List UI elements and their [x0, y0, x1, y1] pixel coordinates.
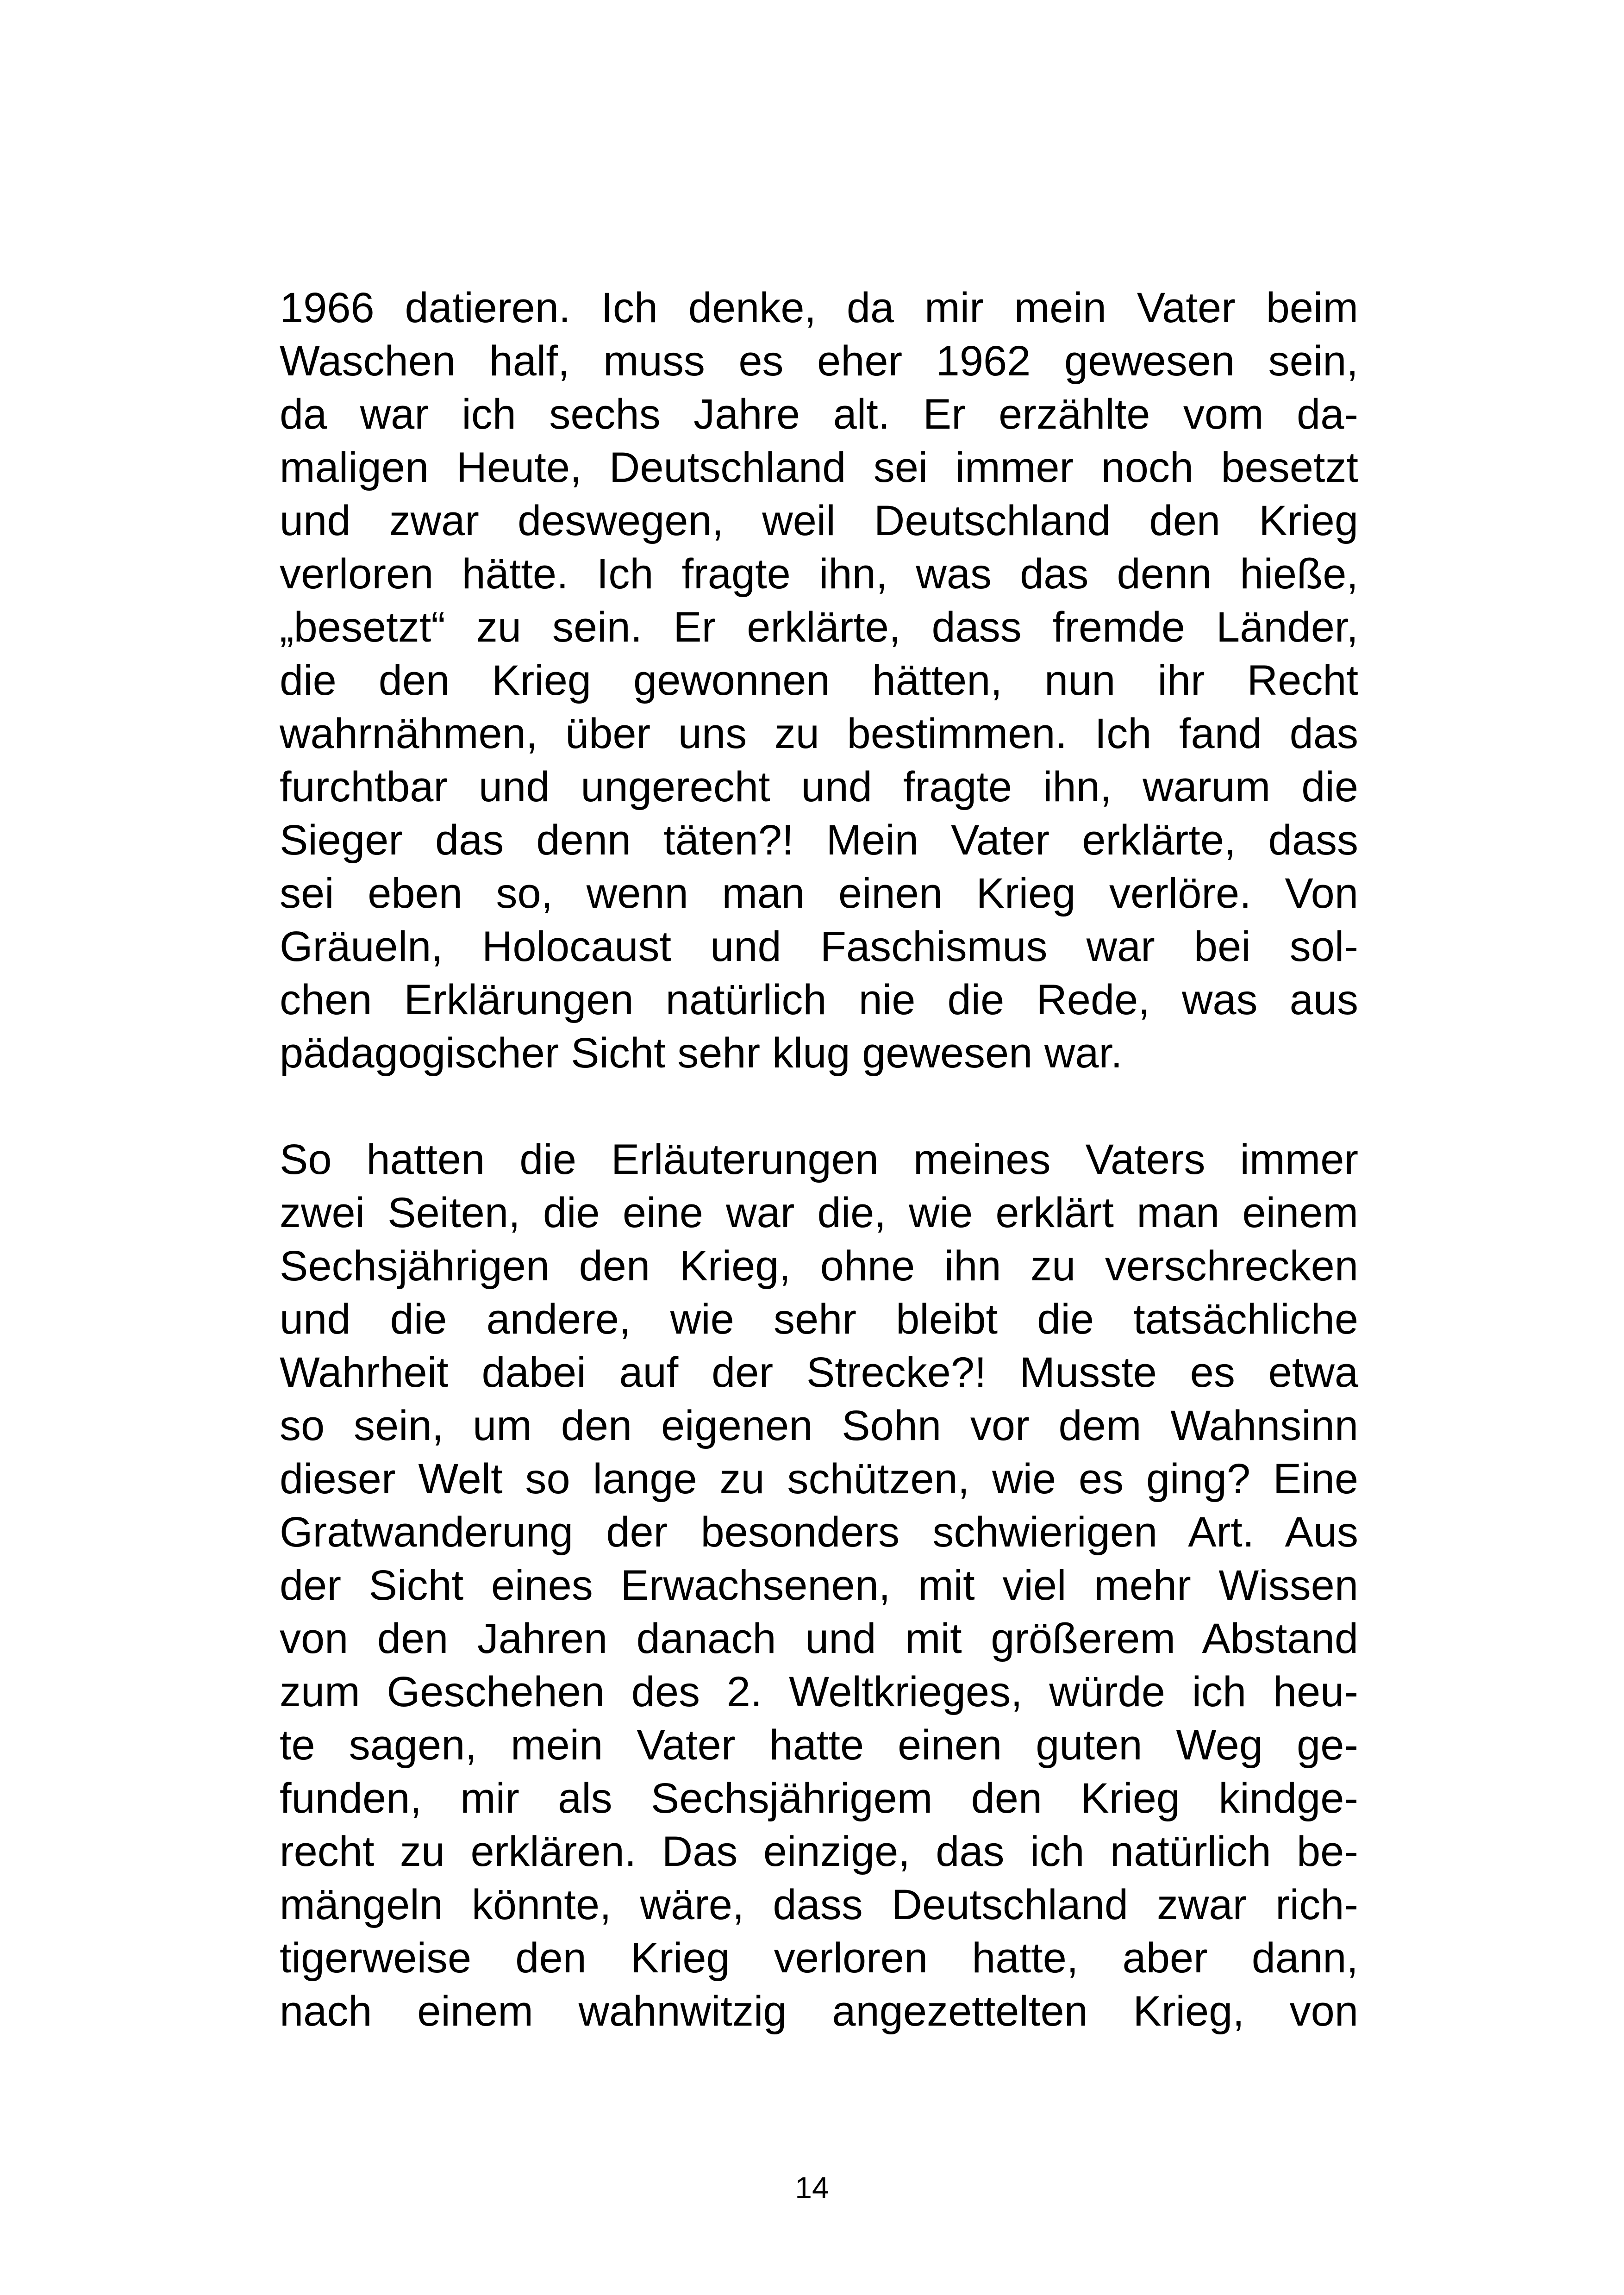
- text-line: so sein, um den eigenen Sohn vor dem Wahnsinn: [280, 1402, 1358, 1449]
- text-line: So hatten die Erläuterungen meines Vaters immer: [280, 1136, 1358, 1183]
- text-line: recht zu erklären. Das einzige, das ich natürlich be-: [280, 1828, 1358, 1875]
- text-line: von den Jahren danach und mit größerem Abstand: [280, 1615, 1358, 1662]
- text-line: nach einem wahnwitzig angezettelten Krieg, von: [280, 1988, 1358, 2035]
- text-line: sei eben so, wenn man einen Krieg verlöre. Von: [280, 870, 1358, 917]
- text-line: dieser Welt so lange zu schützen, wie es ging? Eine: [280, 1455, 1358, 1503]
- text-line: zum Geschehen des 2. Weltkrieges, würde ich heu-: [280, 1668, 1358, 1715]
- text-line: da war ich sechs Jahre alt. Er erzählte vom da-: [280, 391, 1358, 438]
- text-line: funden, mir als Sechsjährigem den Krieg kindge-: [280, 1775, 1358, 1822]
- text-line: mängeln könnte, wäre, dass Deutschland zwar rich-: [280, 1881, 1358, 1928]
- text-line: Waschen half, muss es eher 1962 gewesen sein,: [280, 337, 1358, 385]
- text-line: maligen Heute, Deutschland sei immer noch besetzt: [280, 444, 1358, 491]
- page-number: 14: [795, 2170, 829, 2205]
- text-line: wahrnähmen, über uns zu bestimmen. Ich fand das: [280, 710, 1358, 757]
- text-line: und zwar deswegen, weil Deutschland den Krieg: [280, 497, 1358, 544]
- text-line: „besetzt“ zu sein. Er erklärte, dass fremde Länder,: [280, 604, 1358, 651]
- text-line: Sieger das denn täten?! Mein Vater erklärte, dass: [280, 817, 1358, 864]
- text-line: und die andere, wie sehr bleibt die tatsächliche: [280, 1296, 1358, 1343]
- text-line: verloren hätte. Ich fragte ihn, was das denn hieße,: [280, 550, 1358, 598]
- text-line: chen Erklärungen natürlich nie die Rede, was aus: [280, 976, 1358, 1023]
- text-line: die den Krieg gewonnen hätten, nun ihr Recht: [280, 657, 1358, 704]
- text-line: pädagogischer Sicht sehr klug gewesen war.: [280, 1029, 1123, 1077]
- text-line: zwei Seiten, die eine war die, wie erklärt man einem: [280, 1189, 1358, 1236]
- paragraph-2: [280, 1133, 1358, 2038]
- text-line: furchtbar und ungerecht und fragte ihn, warum die: [280, 763, 1358, 811]
- text-line: Sechsjährigen den Krieg, ohne ihn zu verschrecken: [280, 1242, 1358, 1290]
- text-line: te sagen, mein Vater hatte einen guten Weg ge-: [280, 1721, 1358, 1769]
- paragraph-1: [280, 281, 1358, 1080]
- text-line: 1966 datieren. Ich denke, da mir mein Vater beim: [280, 284, 1358, 331]
- text-line: tigerweise den Krieg verloren hatte, aber dann,: [280, 1934, 1358, 1982]
- text-line: Gräueln, Holocaust und Faschismus war bei sol-: [280, 923, 1358, 970]
- text-line: Gratwanderung der besonders schwierigen Art. Aus: [280, 1509, 1358, 1556]
- text-line: Wahrheit dabei auf der Strecke?! Musste es etwa: [280, 1349, 1358, 1396]
- text-line: der Sicht eines Erwachsenen, mit viel mehr Wissen: [280, 1562, 1358, 1609]
